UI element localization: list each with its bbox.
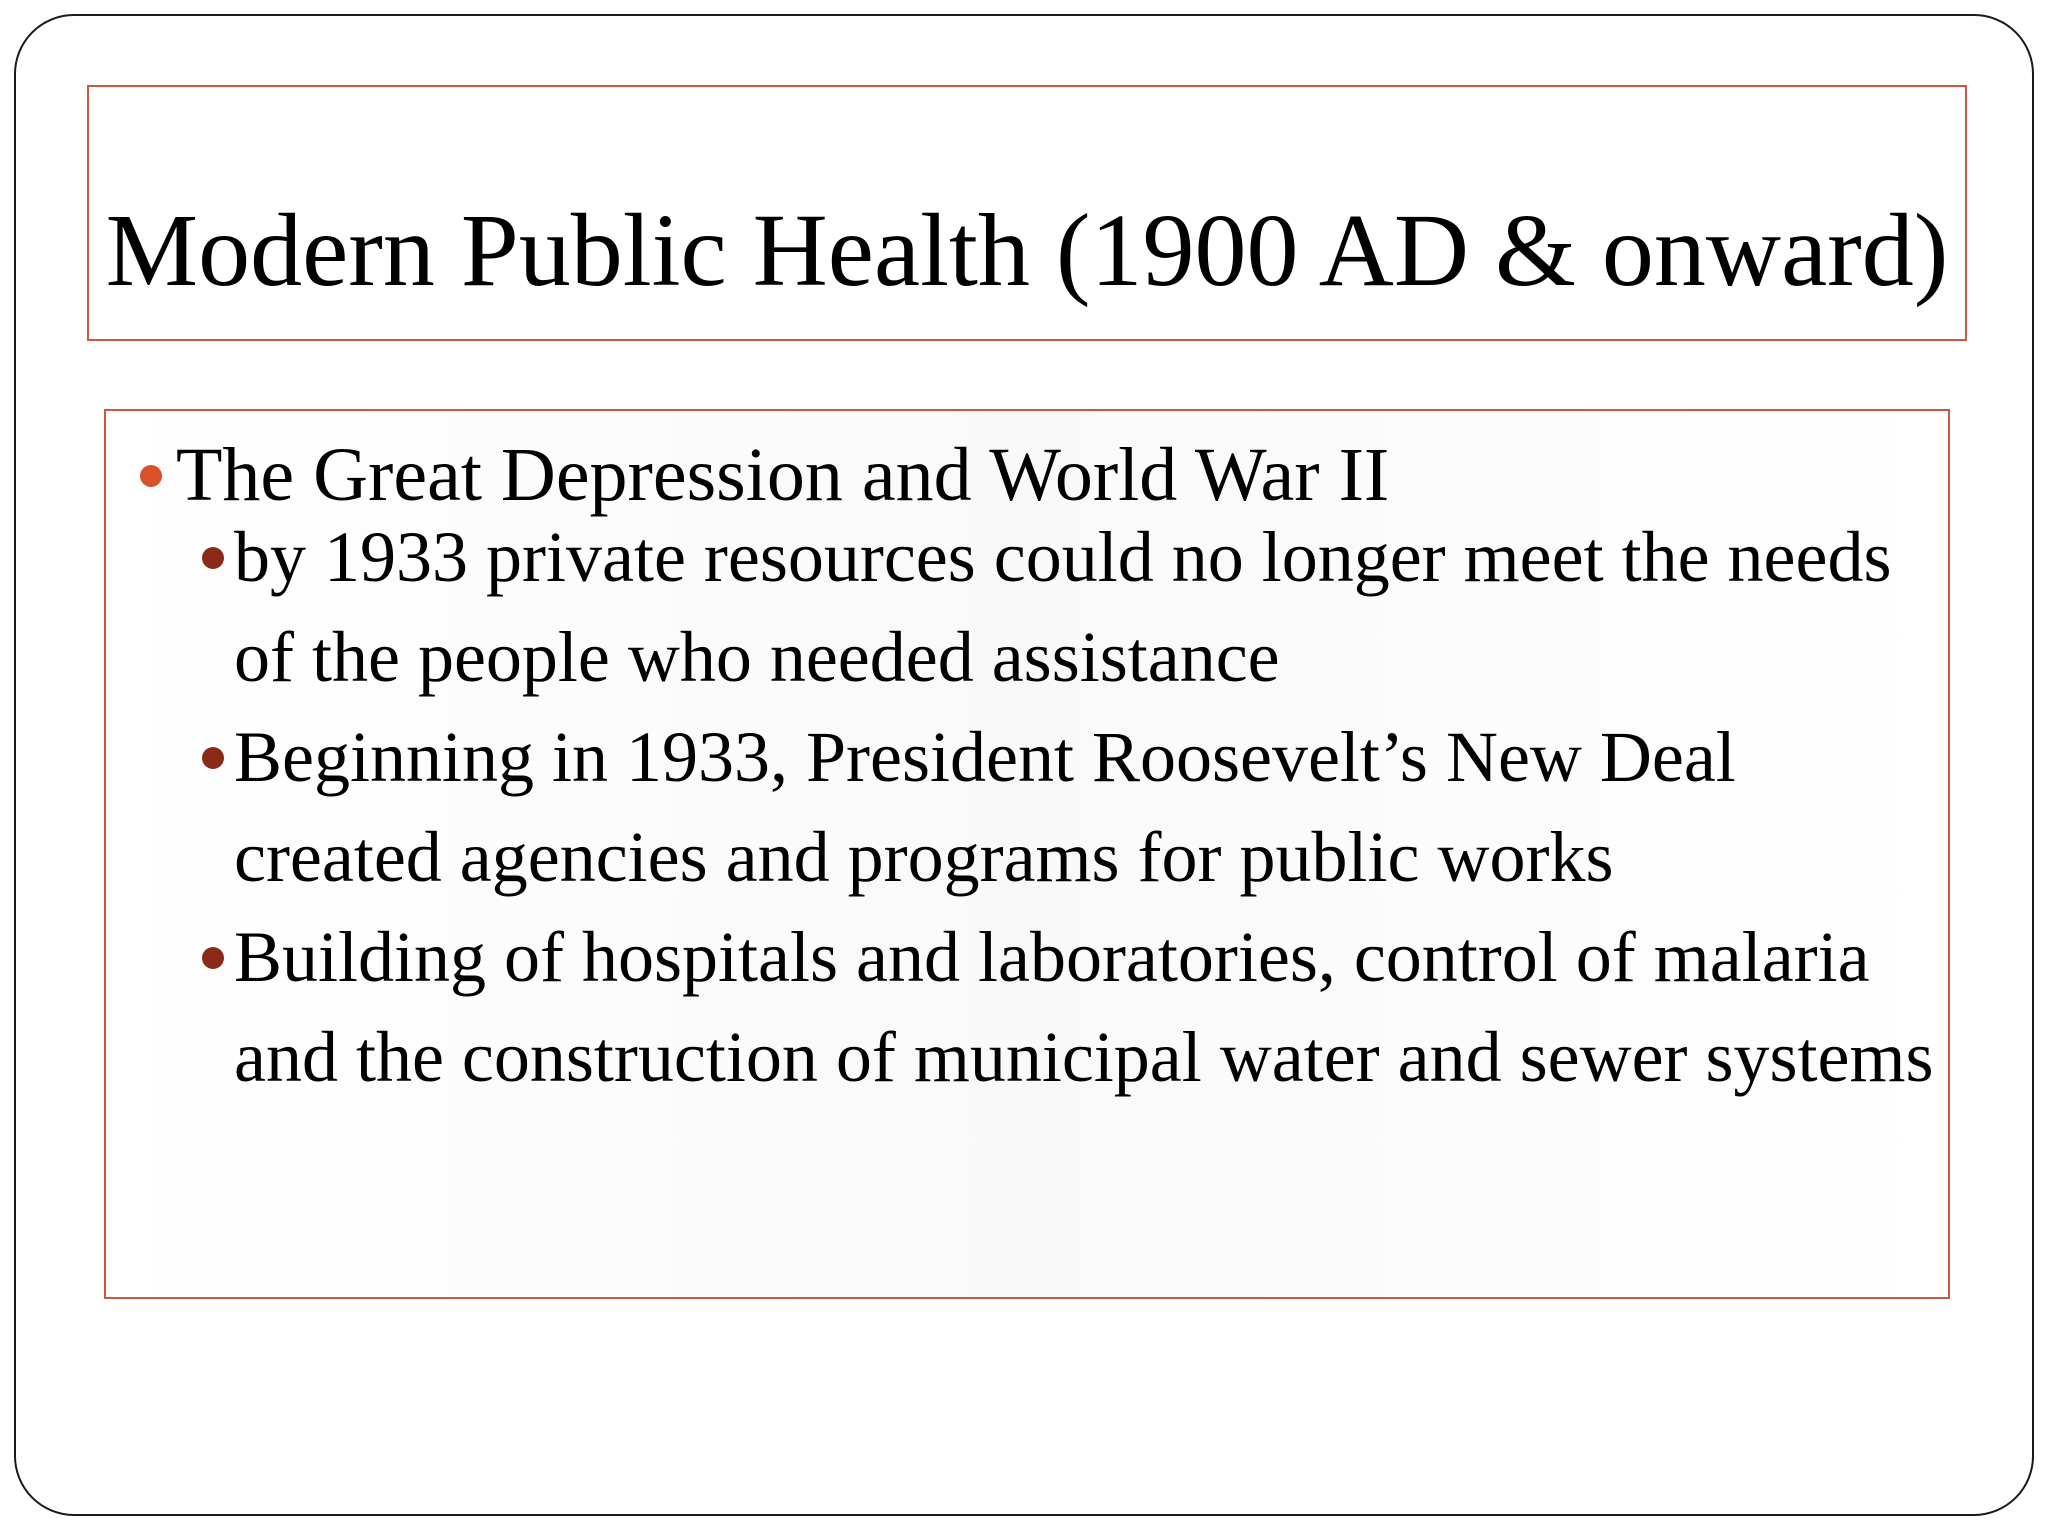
- slide-frame: [14, 14, 2034, 1516]
- bullet-level2-text: Building of hospitals and laboratories, control of malaria and the construction of municipal water and sewer systems: [234, 917, 1934, 1097]
- bullet-level1-text: The Great Depression and World War II: [176, 433, 1390, 517]
- bullet-dot-icon: [202, 547, 224, 569]
- bullet-level1: [176, 433, 1390, 517]
- title-placeholder: [87, 85, 1967, 341]
- bullet-dot-icon: [202, 747, 224, 769]
- bullet-level2-item: [234, 507, 1934, 707]
- bullet-dot-icon: [140, 465, 162, 487]
- bullet-level2-item: [234, 707, 1934, 907]
- bullet-level2-text: Beginning in 1933, President Roosevelt’s New Deal created agencies and programs for public works: [234, 717, 1736, 897]
- bullet-level2-text: by 1933 private resources could no longer meet the needs of the people who needed assistance: [234, 517, 1892, 697]
- bullet-dot-icon: [202, 947, 224, 969]
- content-placeholder: [104, 409, 1950, 1299]
- bullet-level2-item: [234, 907, 1934, 1107]
- slide-title: Modern Public Health (1900 AD & onward): [105, 193, 1949, 308]
